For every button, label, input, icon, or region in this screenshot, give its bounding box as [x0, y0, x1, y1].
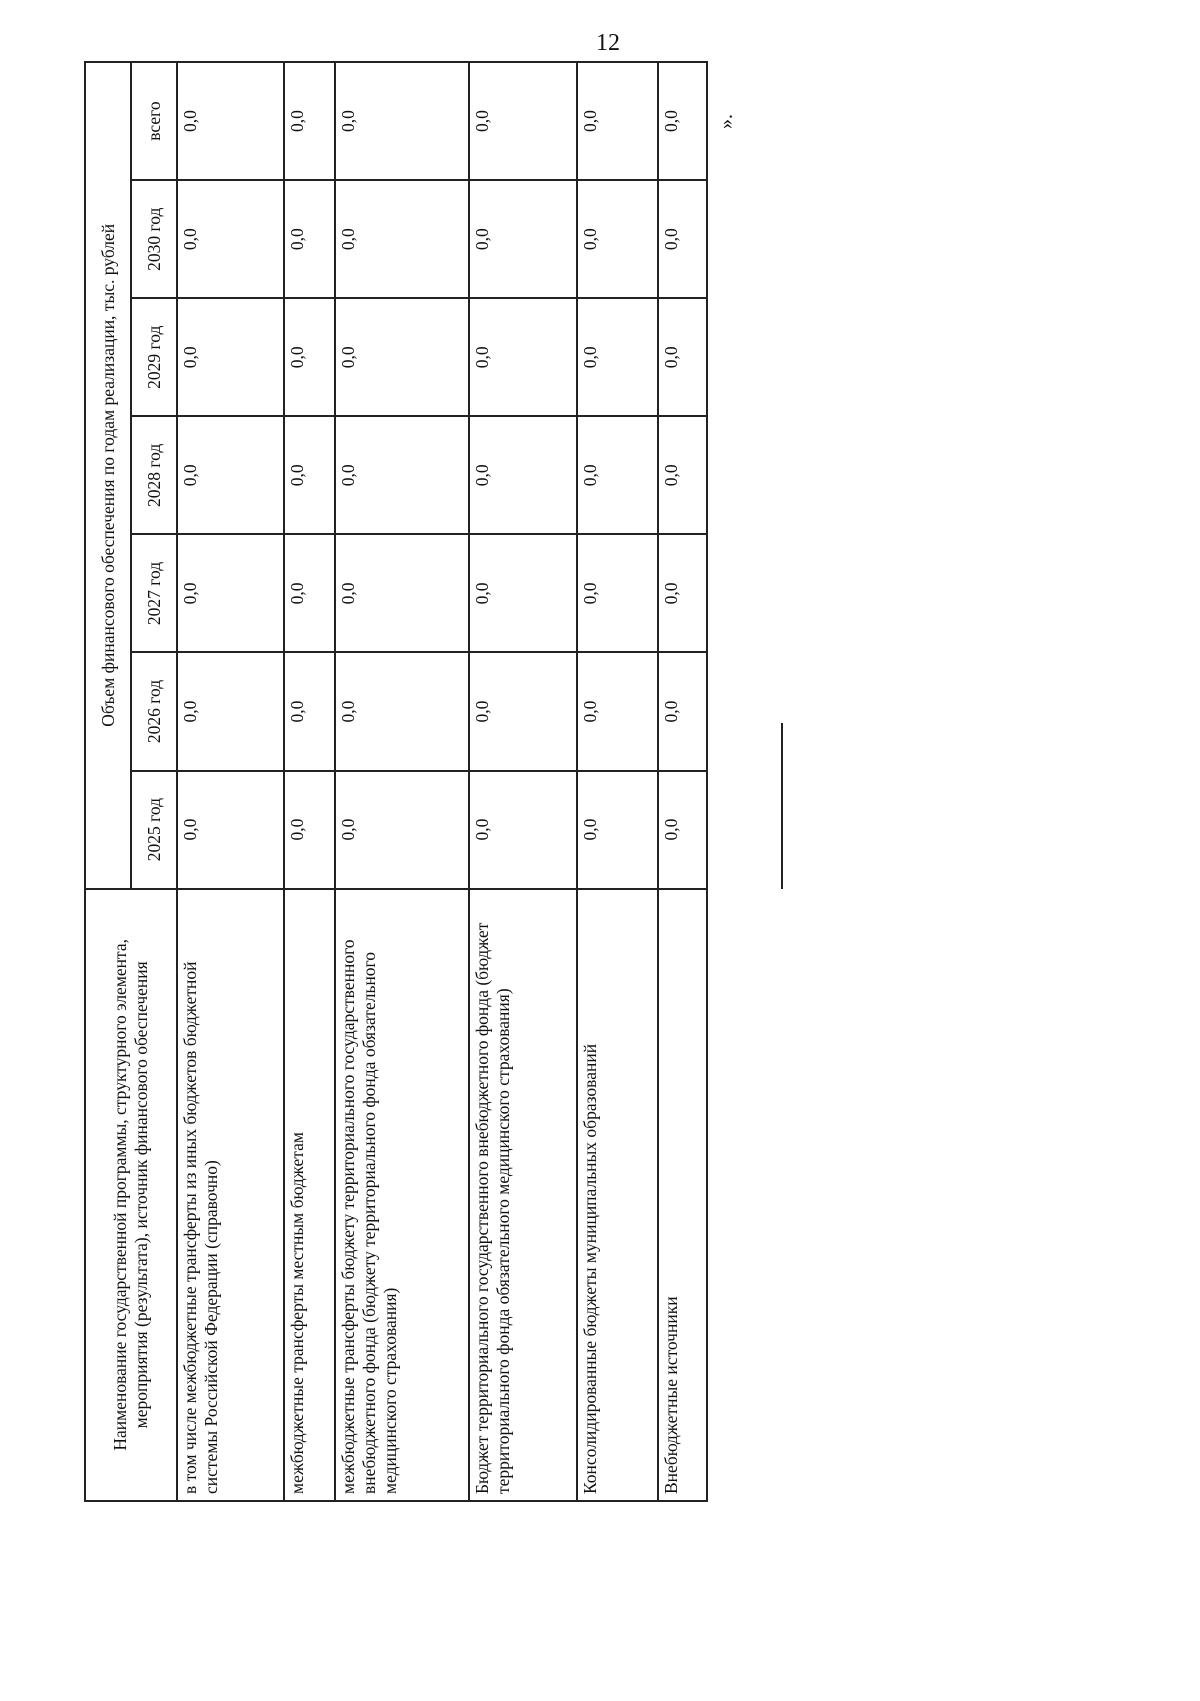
year-header: 2027 год: [131, 534, 177, 652]
year-header: 2025 год: [131, 771, 177, 889]
value-cell: 0,0: [177, 298, 284, 416]
value-cell: 0,0: [284, 416, 335, 534]
value-cell: 0,0: [658, 534, 707, 652]
value-cell: 0,0: [577, 180, 657, 298]
value-cell: 0,0: [335, 534, 469, 652]
value-cell: 0,0: [658, 652, 707, 770]
separator-line: [781, 723, 783, 889]
value-cell: 0,0: [284, 180, 335, 298]
total-cell: 0,0: [577, 62, 657, 180]
value-cell: 0,0: [658, 771, 707, 889]
value-cell: 0,0: [284, 534, 335, 652]
row-name: межбюджетные трансферты местным бюджетам: [284, 889, 335, 1501]
value-cell: 0,0: [335, 652, 469, 770]
year-header: 2028 год: [131, 416, 177, 534]
value-cell: 0,0: [577, 652, 657, 770]
row-name: Внебюджетные источники: [658, 889, 707, 1501]
value-cell: 0,0: [577, 534, 657, 652]
year-header: 2030 год: [131, 180, 177, 298]
table-row: [469, 62, 577, 1501]
value-cell: 0,0: [177, 534, 284, 652]
name-column-header: Наименование государственной программы, структурного элемента, мероприятия (результата), источник финансового обеспечения: [85, 889, 177, 1501]
total-cell: 0,0: [177, 62, 284, 180]
value-cell: 0,0: [335, 298, 469, 416]
total-header: всего: [131, 62, 177, 180]
value-cell: 0,0: [469, 771, 577, 889]
value-cell: 0,0: [577, 416, 657, 534]
value-cell: 0,0: [577, 298, 657, 416]
total-cell: 0,0: [335, 62, 469, 180]
value-cell: 0,0: [177, 771, 284, 889]
row-name: в том числе межбюджетные трансферты из иных бюджетов бюджетной системы Российской Федерации (справочно): [177, 889, 284, 1501]
value-cell: 0,0: [177, 180, 284, 298]
row-name: межбюджетные трансферты бюджету территориального государственного внебюджетного фонда (бюджету территориального фонда обязательного медицинского страхования): [335, 889, 469, 1501]
value-cell: 0,0: [177, 416, 284, 534]
value-cell: 0,0: [284, 652, 335, 770]
total-cell: 0,0: [658, 62, 707, 180]
table-row: [577, 62, 657, 1501]
value-cell: 0,0: [469, 180, 577, 298]
row-name: Консолидированные бюджеты муниципальных образований: [577, 889, 657, 1501]
table-row: [658, 62, 707, 1501]
value-cell: 0,0: [469, 298, 577, 416]
value-cell: 0,0: [658, 180, 707, 298]
rotated-table-container: [84, 61, 708, 1502]
table-row: [177, 62, 284, 1501]
value-cell: 0,0: [577, 771, 657, 889]
value-cell: 0,0: [177, 652, 284, 770]
closing-quote-mark: ».: [715, 114, 737, 129]
value-cell: 0,0: [284, 771, 335, 889]
table-row: [335, 62, 469, 1501]
year-header: 2026 год: [131, 652, 177, 770]
value-cell: 0,0: [469, 416, 577, 534]
value-cell: 0,0: [469, 534, 577, 652]
year-header: 2029 год: [131, 298, 177, 416]
value-cell: 0,0: [658, 416, 707, 534]
value-cell: 0,0: [284, 298, 335, 416]
table-row: [284, 62, 335, 1501]
row-name: Бюджет территориального государственного внебюджетного фонда (бюджет территориального фонда обязательного медицинского страхования): [469, 889, 577, 1501]
value-cell: 0,0: [658, 298, 707, 416]
value-cell: 0,0: [335, 180, 469, 298]
value-cell: 0,0: [335, 416, 469, 534]
financing-table: [84, 61, 708, 1502]
volume-header: Объем финансового обеспечения по годам реализации, тыс. рублей: [85, 62, 131, 889]
total-cell: 0,0: [469, 62, 577, 180]
value-cell: 0,0: [469, 652, 577, 770]
value-cell: 0,0: [335, 771, 469, 889]
total-cell: 0,0: [284, 62, 335, 180]
page-number: 12: [596, 30, 620, 56]
